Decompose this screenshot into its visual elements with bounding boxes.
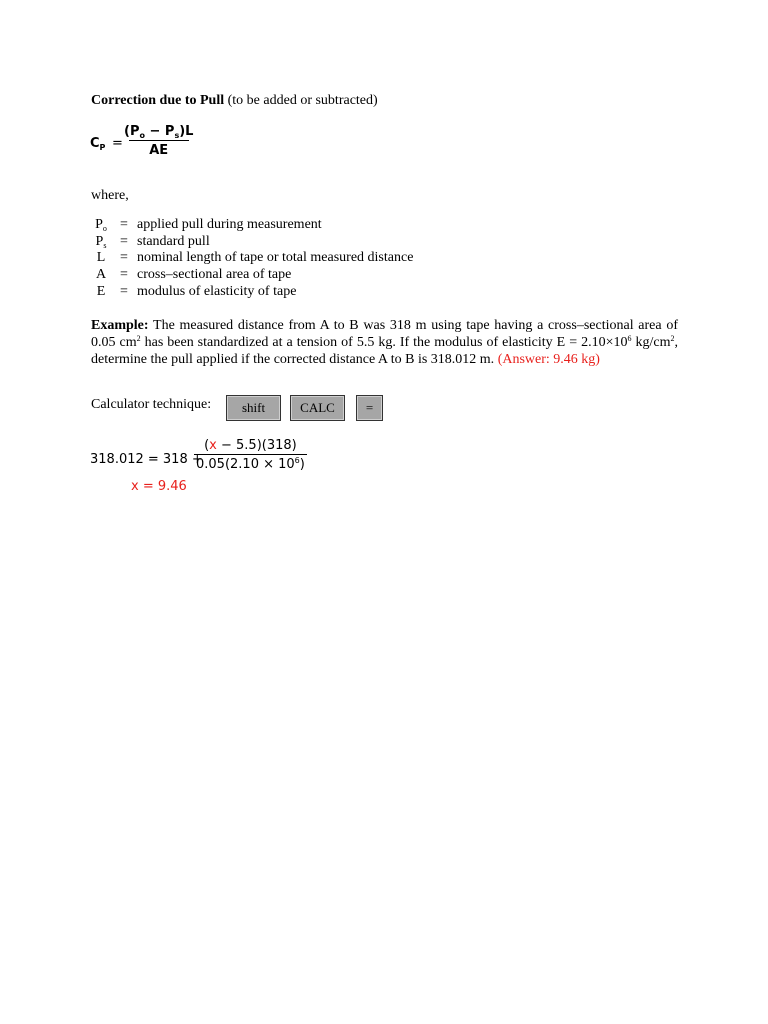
- definition-symbol: L: [96, 250, 106, 265]
- example-superscript: 2: [136, 334, 141, 343]
- definition-row: [91, 234, 210, 251]
- calculator-equation: [90, 438, 320, 482]
- definition-symbol: $P_s$: [95, 234, 107, 250]
- definition-equals: =: [120, 250, 128, 265]
- formula-lhs: $C_P$: [90, 136, 106, 152]
- pull-correction-formula: [90, 124, 210, 168]
- definition-text: cross–sectional area of tape: [137, 267, 292, 282]
- section-heading: [91, 93, 378, 109]
- heading-note: (to be added or subtracted): [227, 93, 378, 108]
- shift-key[interactable]: shift: [226, 395, 281, 421]
- formula-equals: =: [112, 136, 123, 151]
- example-text: , determine the pull applied if the corrected distance A to B is 318.012 m.: [91, 335, 678, 367]
- equation-numerator: (x − 5.5)(318): [204, 438, 297, 453]
- definition-row: [91, 284, 296, 301]
- formula-numerator: $(P_o - P_s)L$: [124, 124, 194, 140]
- example-answer: (Answer: 9.46 kg): [497, 352, 600, 367]
- definition-text: modulus of elasticity of tape: [137, 284, 297, 299]
- definition-equals: =: [120, 234, 128, 249]
- equation-lhs: 318.012 = 318 +: [90, 452, 203, 467]
- definition-equals: =: [120, 267, 128, 282]
- definition-equals: =: [120, 217, 128, 232]
- calculator-label: Calculator technique:: [91, 397, 212, 412]
- definition-symbol: E: [96, 284, 106, 299]
- definition-text: applied pull during measurement: [137, 217, 322, 232]
- where-label: where,: [91, 188, 129, 203]
- equals-key[interactable]: =: [356, 395, 383, 421]
- equation-fraction: [194, 438, 307, 472]
- definition-row: [91, 267, 291, 284]
- equation-variable: x: [209, 438, 217, 453]
- definition-symbol: $P_o$: [95, 217, 107, 233]
- example-label: Example:: [91, 318, 149, 333]
- formula-fraction: [122, 124, 195, 158]
- calc-key[interactable]: CALC: [290, 395, 345, 421]
- example-superscript: 6: [627, 334, 632, 343]
- equation-result: x = 9.46: [131, 479, 187, 494]
- definition-symbol: A: [95, 267, 107, 282]
- equation-denominator: $0.05(2.10 \times 10^6)$: [196, 456, 305, 472]
- example-text: has been standardized at a tension of 5.5 kg. If the modulus of elasticity E = 2.10×10: [140, 335, 628, 350]
- example-superscript: 2: [670, 334, 675, 343]
- example-paragraph: [91, 317, 678, 368]
- formula-denominator: AE: [129, 140, 189, 158]
- definition-text: nominal length of tape or total measured distance: [137, 250, 414, 265]
- example-text: kg/cm: [631, 335, 671, 350]
- definition-equals: =: [120, 284, 128, 299]
- example-text: The measured distance from A to B was 318 m using tape having a cross–sectional area of 0.05 cm: [91, 318, 678, 350]
- definition-text: standard pull: [137, 234, 210, 249]
- definition-row: [91, 250, 413, 267]
- heading-title: Correction due to Pull: [91, 93, 225, 108]
- definition-row: [91, 217, 322, 234]
